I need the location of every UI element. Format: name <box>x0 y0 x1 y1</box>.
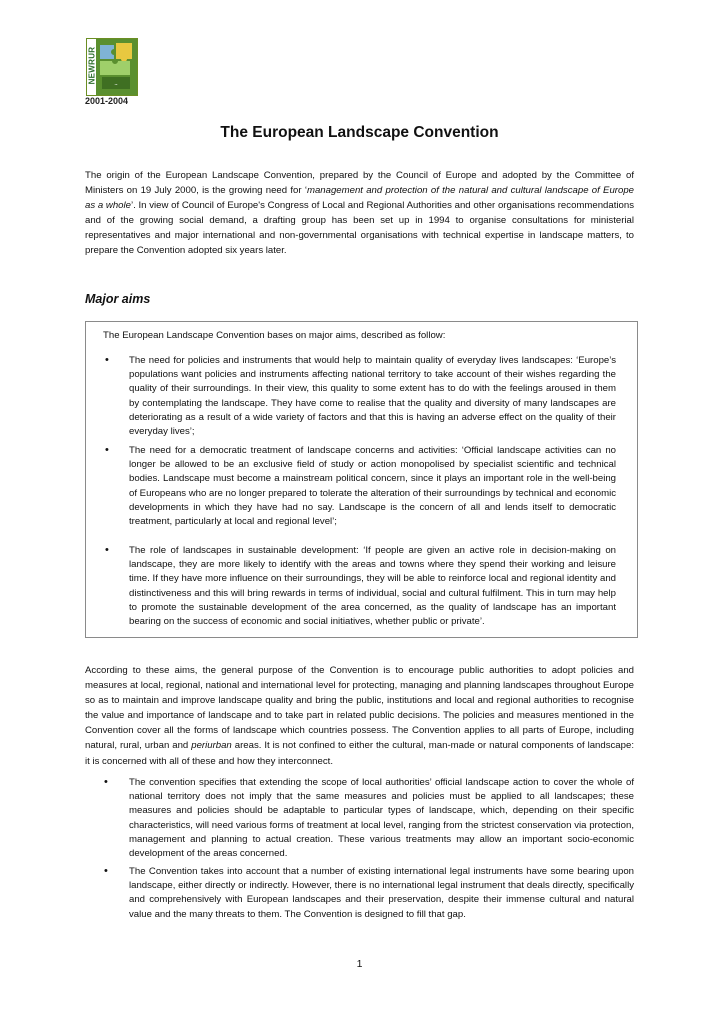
intro-italic-text: management and protection of the natural and cultural landscape of Europe as a whole <box>85 185 634 212</box>
puzzle-icon <box>96 39 137 95</box>
convention-point-instruments: The Convention takes into account that a number of existing international legal instruments have some bearing upon landscape, either directly or indirectly. However, there is no international legal instrument that deals directly, specifically and comprehensively with European landscapes and their preservation, despite their immense cultural and natural value and the many threats to them. The Convention is designed to fill that gap. <box>129 866 634 920</box>
logo-year-label: 2001-2004 <box>85 96 129 106</box>
intro-paragraph <box>85 168 634 259</box>
purpose-italic-text: periurban <box>191 740 232 752</box>
intro-text-1: The origin of the European Landscape Convention, prepared by the Council of Europe and adopted by the Committee of Ministers on 19 July 2000, is the growing need for ‘ <box>85 170 634 197</box>
purpose-paragraph <box>85 663 634 769</box>
convention-point-scope: The convention specifies that extending the scope of local authorities’ official landscape action to cover the whole of national territory does not imply that the same measures and policies must be applied to all landscapes; these measures and policies should be adaptable to particular types of landscape, which, depending on their specific characteristics, will need various forms of treatment at local level, ranging from the strictest conservation via protection, management and planning to actual creation. These various treatments may allow an important socio-economic development of the areas concerned. <box>129 777 634 860</box>
major-aims-intro: The European Landscape Convention bases on major aims, described as follow: <box>103 330 446 341</box>
aim-item-sustainable: The role of landscapes in sustainable development: ‘If people are given an active role in decision-making on landscape, they are more likely to identify with the areas and towns where they spend their working and leisure time. If they have more influence on their surroundings, they will be able to reinforce local and regional identity and distinctiveness and this will bring rewards in terms of individual, social and cultural fulfilment. This in turn may help to promote the sustainable development of the area concerned, as the quality of landscape has an important bearing on the success of economic and social initiatives, whether public or private’. <box>129 545 616 628</box>
page-number: 1 <box>356 958 363 970</box>
logo-side-band <box>87 39 96 95</box>
aim-item-policies: The need for policies and instruments that would help to maintain quality of everyday lives landscapes: ‘Europe’s populations want policies and instruments affecting national territory to take account of their wishes regarding the quality of their surroundings. In their view, this quality to some extent has to do with the feelings aroused in them by contemplating the landscape. They have come to realise that the quality and diversity of many landscapes are deteriorating as a result of a wide variety of factors and that this is having an adverse effect on the quality of their everyday lives’; <box>129 355 616 438</box>
major-aims-heading: Major aims <box>85 292 151 306</box>
newrur-logo <box>86 38 138 96</box>
logo-puzzle-graphic <box>96 39 137 95</box>
logo-wordmark: NEWRUR <box>87 46 97 85</box>
purpose-text-1: According to these aims, the general purpose of the Convention is to encourage public authorities to adopt policies and measures at local, regional, national and international level for protecting, managing and planning landscapes throughout Europe so as to maintain and improve landscape quality and bring the public, institutions and local and regional authorities to recognise the value and importance of landscape and to take part in related public decisions. The policies and measures mentioned in the Convention cover all the forms of landscape which countries possess. The Convention applies to all parts of Europe, including natural, rural, urban and <box>85 665 634 752</box>
purpose-text-2: areas. It is not confined to either the cultural, man-made or natural components of landscape: it is concerned with all of these and how they interconnect. <box>85 740 634 767</box>
document-title: The European Landscape Convention <box>220 124 499 141</box>
bullet-icon: • <box>105 444 109 456</box>
intro-text-2: ’. In view of Council of Europe's Congress of Local and Regional Authorities and other organisations recommendations and of the growing social demand, a drafting group has been set up in 1994 to organise consultations for ministerial representatives and major international and non-governmental organisations with technical expertise in landscape matters, to prepare the Convention adopted six years later. <box>85 200 634 257</box>
bullet-icon: • <box>105 354 109 366</box>
bullet-icon: • <box>104 776 108 788</box>
aim-item-democratic: The need for a democratic treatment of landscape concerns and activities: ‘Official landscape activities can no longer be allowed to be an exclusive field of study or action monopolised by specialist scientific and technical bodies. Landscape must become a mainstream political concern, since it plays an important role in the well-being of Europeans who are no longer prepared to tolerate the alteration of their surroundings by technical and economic developments in which they have had no say. Landscape is the concern of all and lends itself to democratic treatment, particularly at local and regional level’; <box>129 445 616 528</box>
bullet-icon: • <box>105 544 109 556</box>
bullet-icon: • <box>104 865 108 877</box>
svg-text:~: ~ <box>114 82 118 87</box>
